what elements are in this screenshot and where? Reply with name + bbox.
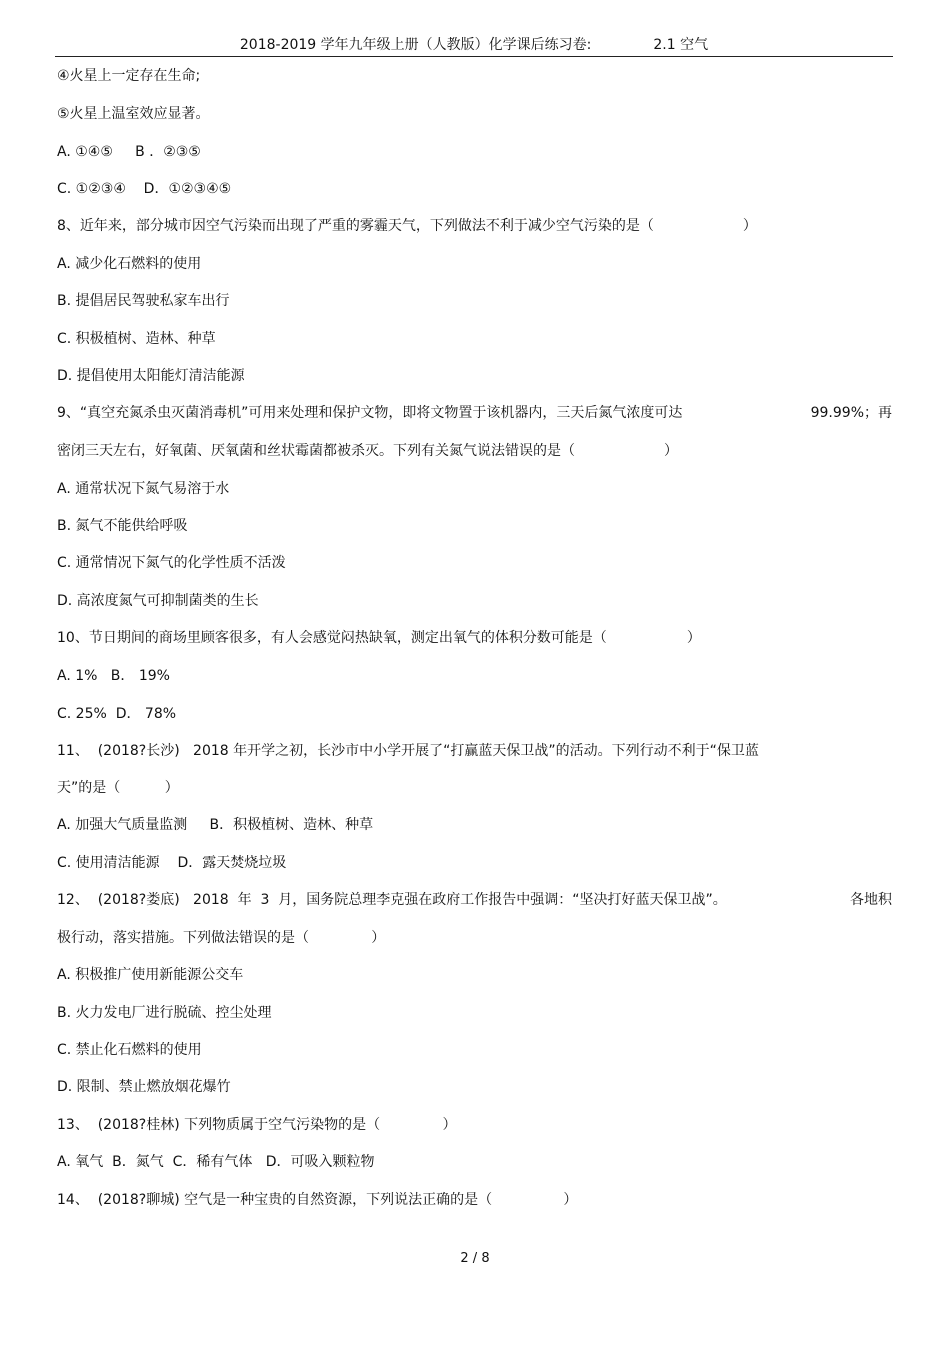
option-line: C. 禁止化石燃料的使用 — [57, 1042, 202, 1058]
option-line: C. ①②③④ D．①②③④⑤ — [57, 181, 232, 197]
question-11: 11、 (2018?长沙) 2018 年开学之初，长沙市中小学开展了“打赢蓝天保卫战”的活动。下列行动不利于“保卫蓝 — [57, 743, 759, 759]
option-line: A. ①④⑤ B ．②③⑤ — [57, 144, 201, 160]
header-section: 2.1 空气 — [653, 37, 709, 53]
option-line: C. 积极植树、造林、种草 — [57, 331, 216, 347]
text-line: ⑤火星上温室效应显著。 — [57, 106, 210, 122]
question-8: 8、近年来，部分城市因空气污染而出现了严重的雾霾天气，下列做法不利于减少空气污染的是（ ） — [57, 218, 757, 234]
option-line: A. 氧气 B．氮气 C．稀有气体 D．可吸入颗粒物 — [57, 1154, 375, 1170]
option-line: A. 减少化石燃料的使用 — [57, 256, 202, 272]
option-line: B. 火力发电厂进行脱硫、控尘处理 — [57, 1005, 272, 1021]
option-line: B. 氮气不能供给呼吸 — [57, 518, 188, 534]
question-9-tail: 99.99%；再 — [810, 405, 892, 421]
option-line: B. 提倡居民驾驶私家车出行 — [57, 293, 230, 309]
question-14: 14、 (2018?聊城) 空气是一种宝贵的自然资源，下列说法正确的是（ ） — [57, 1192, 578, 1208]
question-12-cont: 极行动，落实措施。下列做法错误的是（ ） — [57, 930, 386, 946]
option-line: D. 高浓度氮气可抑制菌类的生长 — [57, 593, 259, 609]
option-line: C. 通常情况下氮气的化学性质不活泼 — [57, 555, 286, 571]
option-line: A. 加强大气质量监测 B．积极植树、造林、种草 — [57, 817, 374, 833]
question-9: 9、“真空充氮杀虫灭菌消毒机”可用来处理和保护文物，即将文物置于该机器内，三天后氮气浓度可达 — [57, 405, 683, 421]
header-title: 2018-2019 学年九年级上册（人教版）化学课后练习卷: — [239, 37, 592, 53]
option-line: C. 使用清洁能源 D．露天焚烧垃圾 — [57, 855, 287, 871]
option-line: D. 限制、禁止燃放烟花爆竹 — [57, 1079, 231, 1095]
question-13: 13、 (2018?桂林) 下列物质属于空气污染物的是（ ） — [57, 1117, 457, 1133]
question-12: 12、 (2018?娄底) 2018 年 3 月，国务院总理李克强在政府工作报告中强调：“坚决打好蓝天保卫战”。 — [57, 892, 727, 908]
text-line: ④火星上一定存在生命; — [57, 68, 201, 84]
page-header — [55, 36, 893, 57]
option-line: C. 25% D． 78% — [57, 706, 177, 722]
option-line: A. 积极推广使用新能源公交车 — [57, 967, 244, 983]
question-9-cont: 密闭三天左右，好氧菌、厌氧菌和丝状霉菌都被杀灭。下列有关氮气说法错误的是（ ） — [57, 443, 679, 459]
question-10: 10、节日期间的商场里顾客很多，有人会感觉闷热缺氧，测定出氧气的体积分数可能是（ ） — [57, 630, 701, 646]
question-12-tail: 各地积 — [850, 892, 892, 908]
page-number: 2 / 8 — [460, 1251, 490, 1266]
option-line: A. 1% B． 19% — [57, 668, 170, 684]
option-line: D. 提倡使用太阳能灯清洁能源 — [57, 368, 245, 384]
option-line: A. 通常状况下氮气易溶于水 — [57, 481, 230, 497]
question-11-cont: 天”的是（ ） — [57, 780, 179, 796]
